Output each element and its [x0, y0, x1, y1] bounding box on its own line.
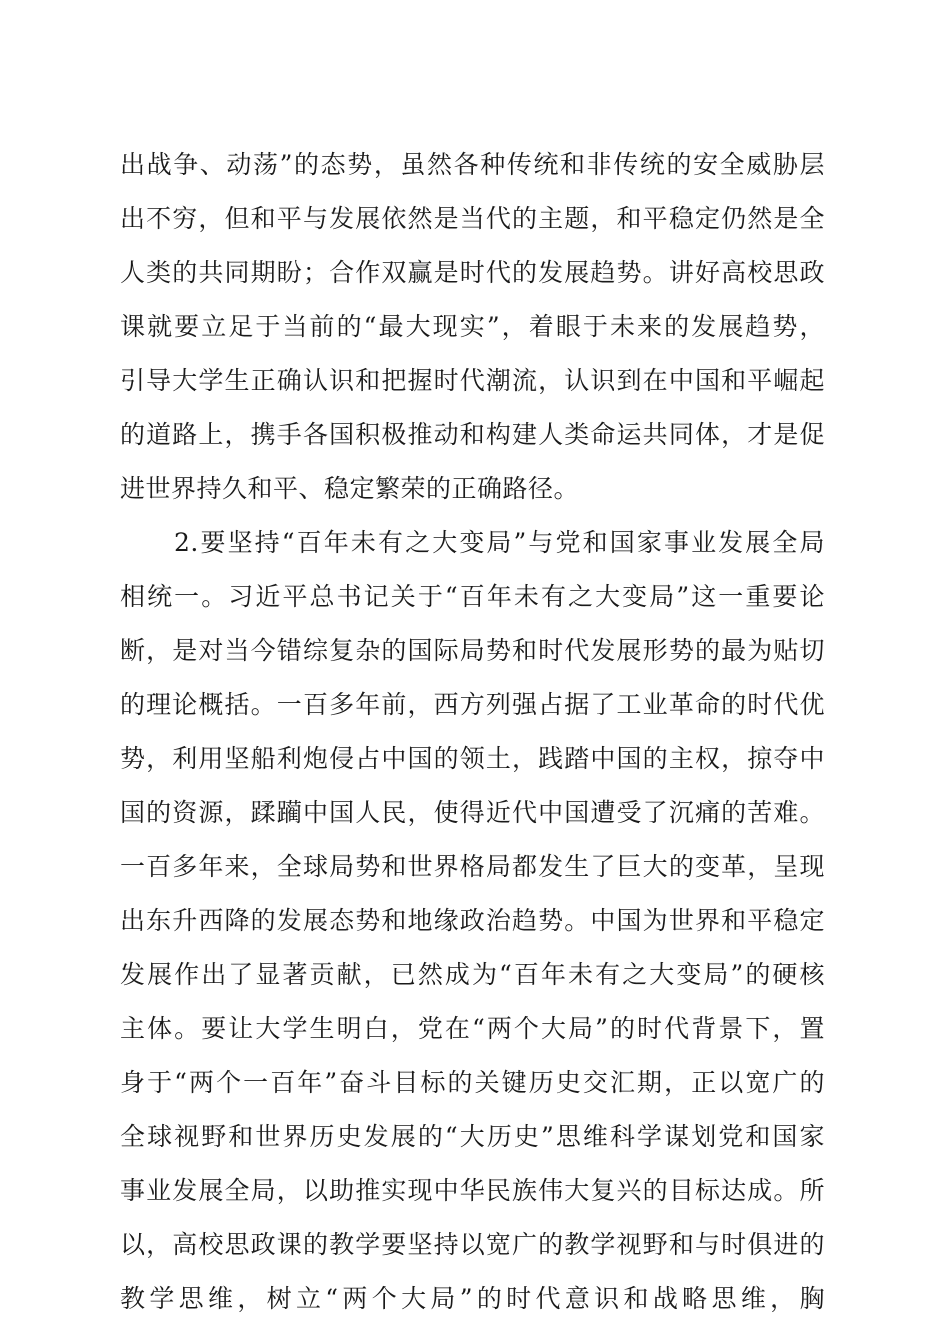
text-line: 相统一。习近平总书记关于“百年未有之大变局”这一重要论 [120, 582, 825, 611]
text-line: 进世界持久和平、稳定繁荣的正确路径。 [120, 474, 580, 503]
text-line: 事业发展全局，以助推实现中华民族伟大复兴的目标达成。所 [120, 1176, 825, 1205]
text-line: 的道路上，携手各国积极推动和构建人类命运共同体，才是促 [120, 420, 825, 449]
text-line: 发展作出了显著贡献，已然成为“百年未有之大变局”的硬核 [120, 960, 825, 989]
text-line: 出不穷，但和平与发展依然是当代的主题，和平稳定仍然是全 [120, 204, 825, 233]
text-line: 的理论概括。一百多年前，西方列强占据了工业革命的时代优 [120, 690, 825, 719]
text-line: 引导大学生正确认识和把握时代潮流，认识到在中国和平崛起 [120, 366, 825, 395]
text-line: 主体。要让大学生明白，党在“两个大局”的时代背景下，置 [120, 1014, 825, 1043]
text-line: 断，是对当今错综复杂的国际局势和时代发展形势的最为贴切 [120, 636, 825, 665]
text-line: 全球视野和世界历史发展的“大历史”思维科学谋划党和国家 [120, 1122, 825, 1151]
text-line: 一百多年来，全球局势和世界格局都发生了巨大的变革，呈现 [120, 852, 825, 881]
text-line: 身于“两个一百年”奋斗目标的关键历史交汇期，正以宽广的 [120, 1068, 825, 1097]
section-heading-line: 2.要坚持“百年未有之大变局”与党和国家事业发展全局 [174, 528, 825, 557]
text-line: 课就要立足于当前的“最大现实”，着眼于未来的发展趋势， [120, 312, 825, 341]
text-line: 出战争、动荡”的态势，虽然各种传统和非传统的安全威胁层 [120, 150, 825, 179]
text-line: 以，高校思政课的教学要坚持以宽广的教学视野和与时俱进的 [120, 1230, 825, 1259]
text-line: 出东升西降的发展态势和地缘政治趋势。中国为世界和平稳定 [120, 906, 825, 935]
text-line: 国的资源，蹂躏中国人民，使得近代中国遭受了沉痛的苦难。 [120, 798, 825, 827]
text-line: 教学思维，树立“两个大局”的时代意识和战略思维，胸 [120, 1284, 825, 1313]
body-text [120, 138, 825, 1326]
text-line: 势，利用坚船利炮侵占中国的领土，践踏中国的主权，掠夺中 [120, 744, 825, 773]
text-line: 人类的共同期盼；合作双赢是时代的发展趋势。讲好高校思政 [120, 258, 825, 287]
